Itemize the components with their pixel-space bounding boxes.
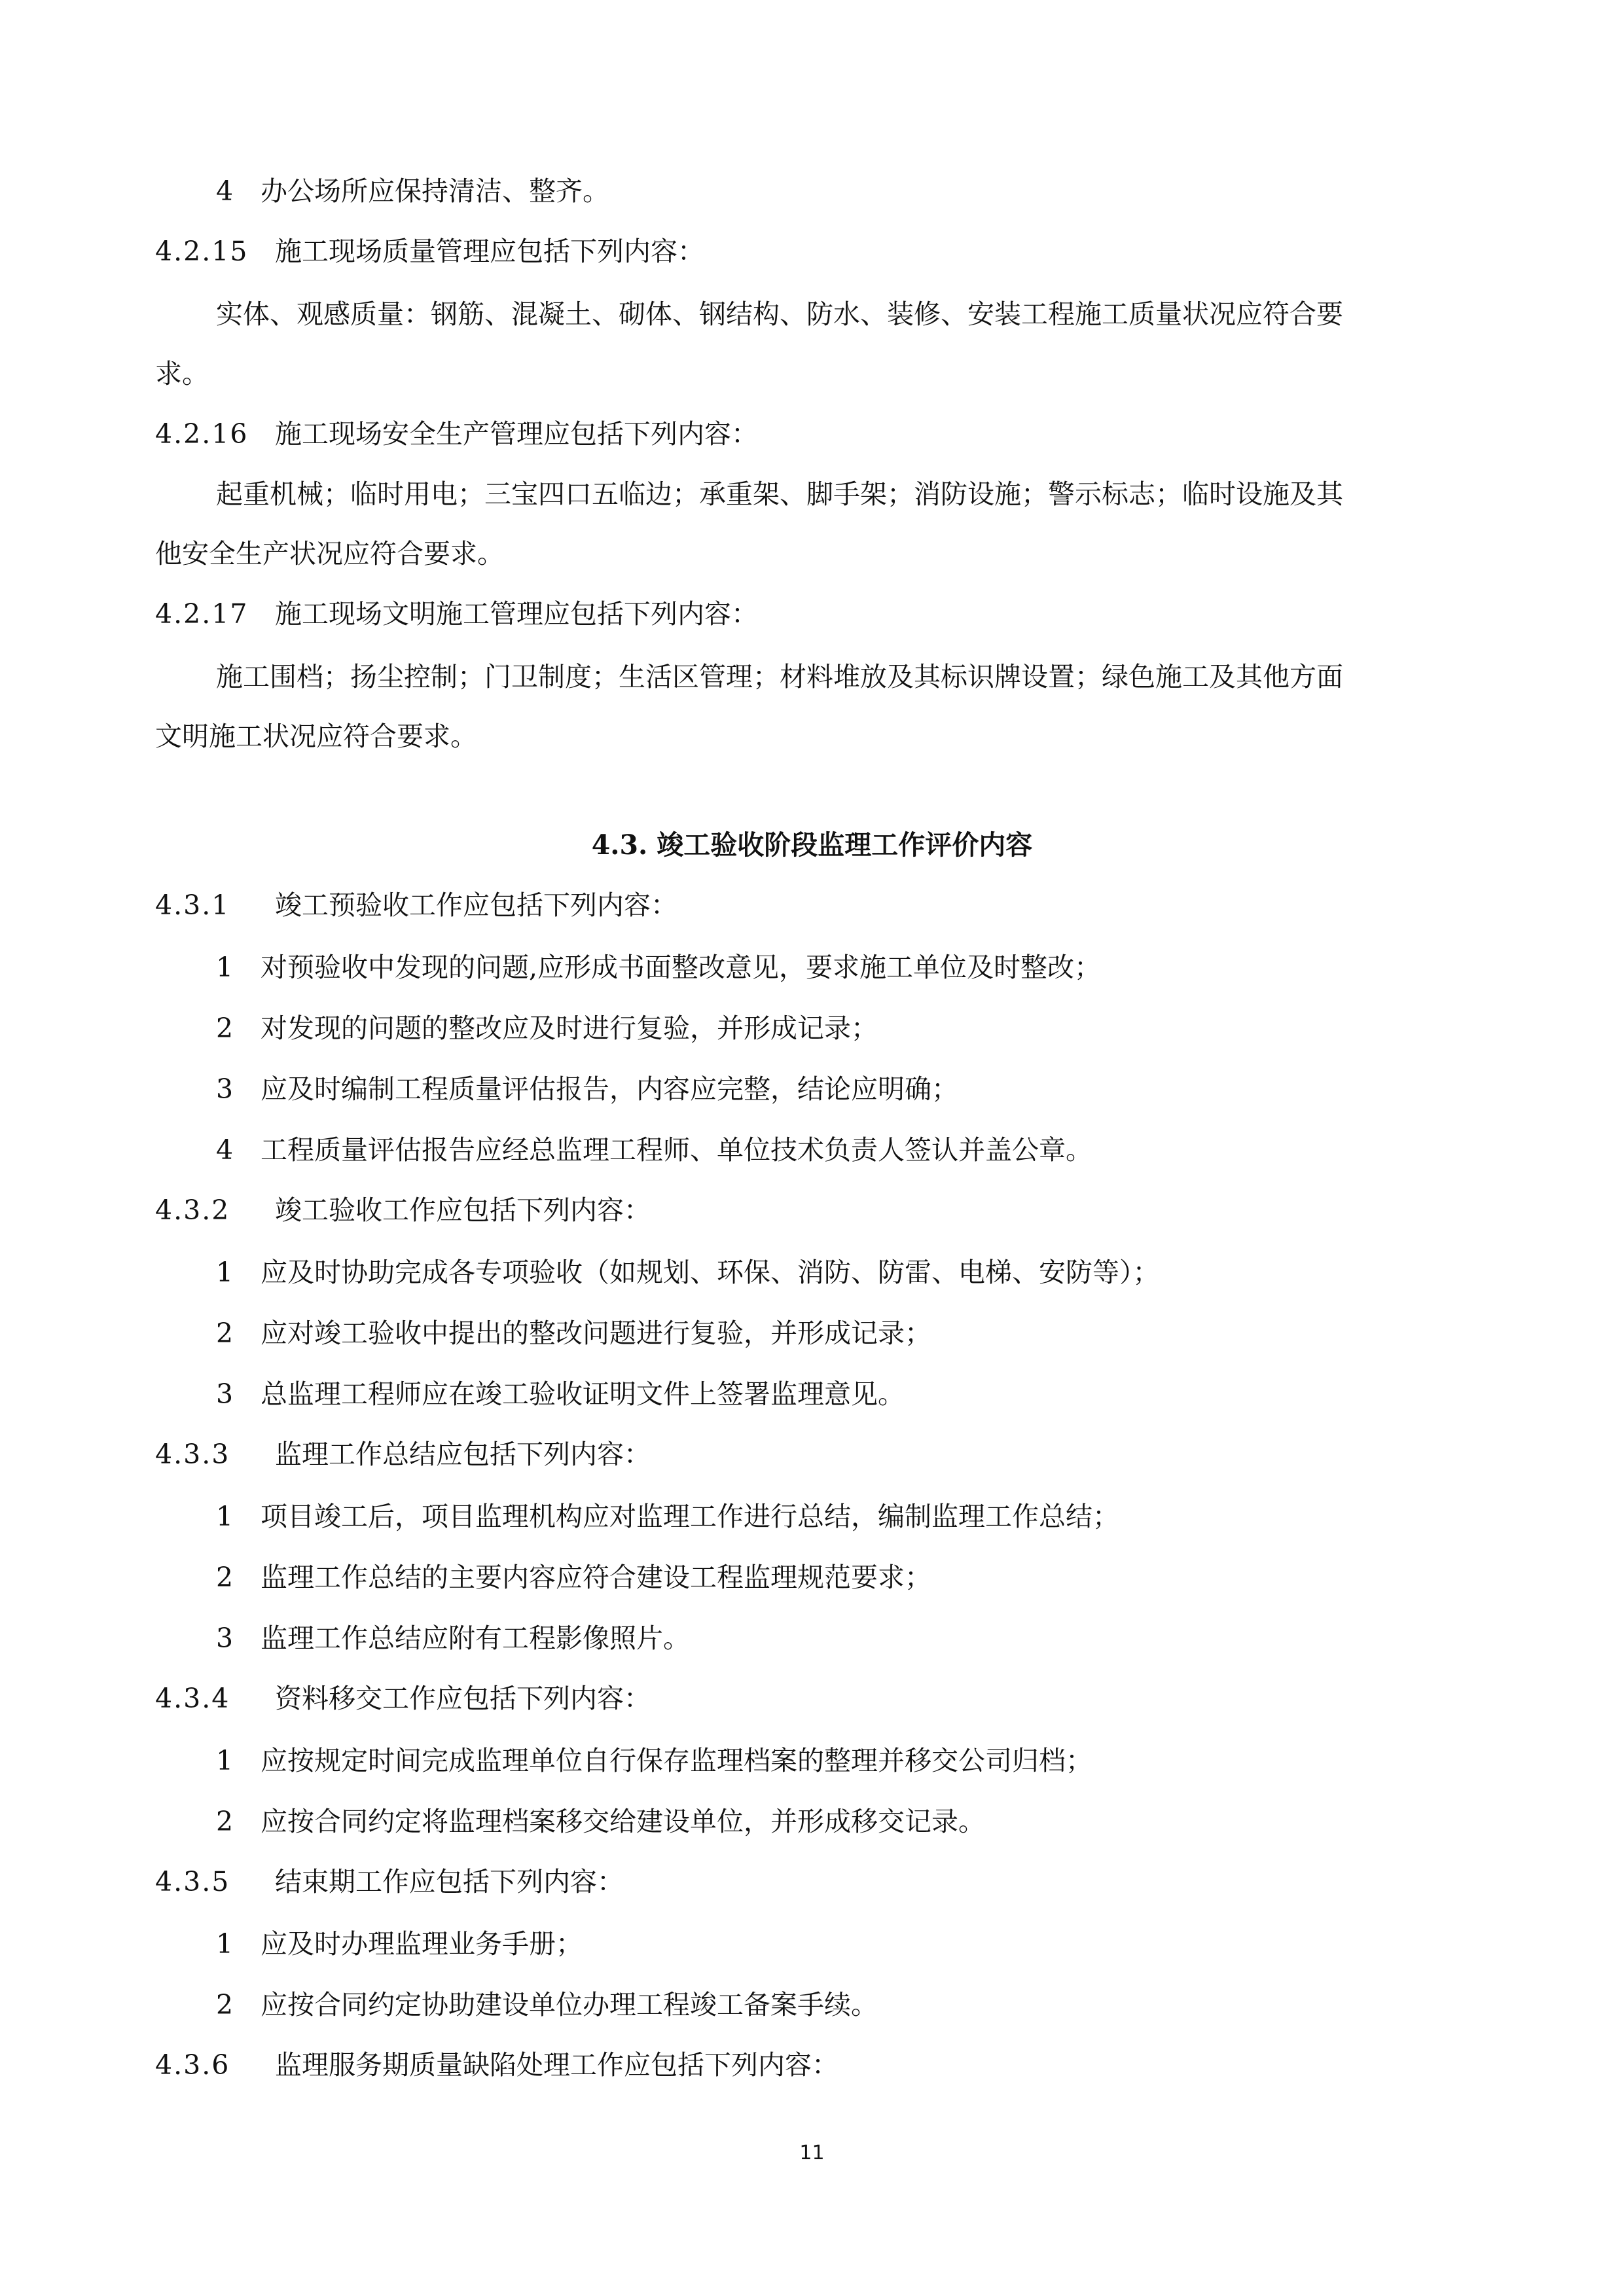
item-text: 项目竣工后，项目监理机构应对监理工作进行总结，编制监理工作总结； [261,1501,1119,1532]
clause-number: 4.3.5 [155,1866,230,1897]
section-heading [0,825,1624,865]
item-text: 应对竣工验收中提出的整改问题进行复验，并形成记录； [261,1318,931,1349]
clause-text: 竣工验收工作应包括下列内容： [275,1194,651,1226]
page-number: 11 [799,2142,825,2164]
item-number: 1 [216,952,235,983]
item-number: 4 [216,1134,235,1166]
clause-number: 4.2.15 [155,236,249,267]
clause-text: 监理工作总结应包括下列内容： [275,1439,651,1470]
paragraph-text: 起重机械；临时用电；三宝四口五临边；承重架、脚手架；消防设施；警示标志；临时设施及其 [216,478,1343,510]
clause-text: 施工现场质量管理应包括下列内容： [275,236,704,267]
item-number: 2 [216,1989,235,2020]
paragraph-text: 求。 [155,358,209,389]
item-text: 对发现的问题的整改应及时进行复验，并形成记录； [261,1013,878,1044]
section-number: 4.3. [591,829,648,861]
item-number: 2 [216,1562,235,1593]
clause-number: 4.2.17 [155,598,249,630]
clause-text: 资料移交工作应包括下列内容： [275,1683,651,1714]
clause-text: 施工现场安全生产管理应包括下列内容： [275,418,758,450]
clause-number: 4.3.3 [155,1439,230,1470]
clause-number: 4.3.4 [155,1683,230,1714]
item-number: 4 [216,175,235,207]
item-number: 3 [216,1073,235,1105]
clause-number: 4.3.6 [155,2049,230,2081]
item-text: 应及时编制工程质量评估报告，内容应完整，结论应明确； [261,1073,958,1105]
item-number: 1 [216,1928,235,1960]
paragraph-text: 实体、观感质量：钢筋、混凝土、砌体、钢结构、防水、装修、安装工程施工质量状况应符合要 [216,298,1343,330]
clause-number: 4.3.2 [155,1194,230,1226]
item-text: 工程质量评估报告应经总监理工程师、单位技术负责人签认并盖公章。 [261,1134,1092,1166]
item-number: 1 [216,1257,235,1288]
clause-number: 4.2.16 [155,418,249,450]
item-text: 应按合同约定协助建设单位办理工程竣工备案手续。 [261,1989,878,2020]
item-text: 应及时办理监理业务手册； [261,1928,583,1960]
item-number: 2 [216,1318,235,1349]
item-number: 2 [216,1806,235,1837]
clause-text: 监理服务期质量缺陷处理工作应包括下列内容： [275,2049,839,2081]
item-text: 监理工作总结的主要内容应符合建设工程监理规范要求； [261,1562,931,1593]
clause-text: 竣工预验收工作应包括下列内容： [275,889,677,921]
item-text: 应按规定时间完成监理单位自行保存监理档案的整理并移交公司归档； [261,1745,1092,1776]
paragraph-text: 施工围档；扬尘控制；门卫制度；生活区管理；材料堆放及其标识牌设置；绿色施工及其他方面 [216,661,1343,692]
clause-text: 施工现场文明施工管理应包括下列内容： [275,598,758,630]
item-text: 应按合同约定将监理档案移交给建设单位，并形成移交记录。 [261,1806,985,1837]
item-number: 3 [216,1378,235,1410]
item-number: 2 [216,1013,235,1044]
item-number: 1 [216,1745,235,1776]
clause-text: 结束期工作应包括下列内容： [275,1866,624,1897]
item-text: 总监理工程师应在竣工验收证明文件上签署监理意见。 [261,1378,905,1410]
section-title: 竣工验收阶段监理工作评价内容 [657,829,1033,861]
item-text: 对预验收中发现的问题,应形成书面整改意见，要求施工单位及时整改； [261,952,1102,983]
item-text: 办公场所应保持清洁、整齐。 [261,175,609,207]
item-text: 监理工作总结应附有工程影像照片。 [261,1623,690,1654]
paragraph-text: 他安全生产状况应符合要求。 [155,538,504,569]
paragraph-text: 文明施工状况应符合要求。 [155,721,477,752]
item-number: 1 [216,1501,235,1532]
clause-number: 4.3.1 [155,889,230,921]
item-number: 3 [216,1623,235,1654]
item-text: 应及时协助完成各专项验收（如规划、环保、消防、防雷、电梯、安防等）； [261,1257,1160,1288]
